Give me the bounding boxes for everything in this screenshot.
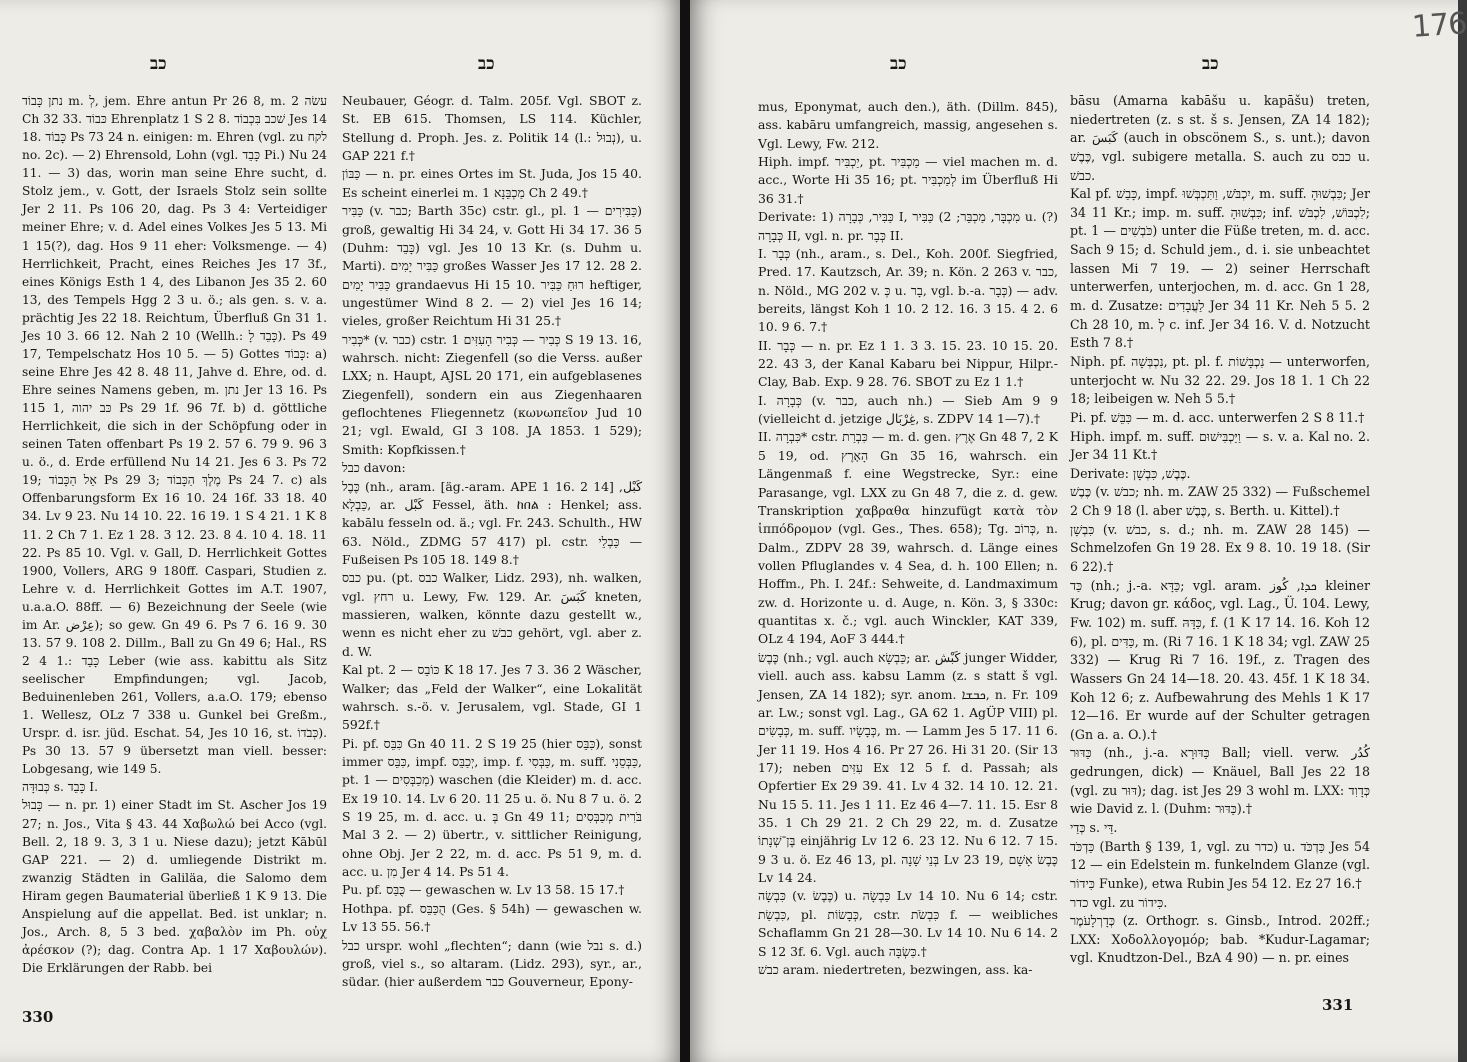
- left-page-number: 330: [22, 1008, 54, 1026]
- entry-paragraph: Hothpa. pf. הֻכַּבֵּס (Ges. § 54h) — gewaschen w. Lv 13 55. 56.†: [342, 900, 643, 935]
- left-page-column-1: [22, 92, 327, 977]
- entry-paragraph: I. כְּבָרָה (v. כבר, auch nh.) — Sieb Am 9 9 (vielleicht d. jetzige غِرْبَال, s. ZDPV 14 1—7).†: [758, 392, 1058, 427]
- entry-paragraph: Derivate: 1) כַּבִּיר, כְּבָרָה I, מִכְבָּר, מַכְבֵּר; 2) כַּבִּיר u. (?) כְּבָרָה II, vgl. n. pr. כְּבָר II.: [758, 209, 1059, 243]
- entry-paragraph: כבל davon:: [342, 460, 406, 476]
- entry-paragraph: כְּדַי s. דַּי.: [1070, 819, 1118, 835]
- entry-paragraph: כְּבוּדָּה s. כָּבֵד I.: [22, 780, 98, 795]
- entry-paragraph: Pi. pf. כִּבֵּס Gn 40 11. 2 S 19 25 (hier כִּבֵּס), sonst immer כִּבֵּס, impf. יְכַבֵּס, imp. f. כַּבְּסִי, m. suff. כַּבְּסֵנִי, pt. מְכַבְּסִים — 1) waschen (die Kleider) m. d. acc. Ex 19 10. 14. Lv 6 20. 11 25 u. ö. Nu 8 7 u. ö. 2 S 19 25, m. d. acc. u. בְּ Gn 49 11; בֹּרִית מְכַבְּסִים Mal 3 2. — 2) übertr., v. sittlicher Reinigung, ohne Obj. Jer 2 22, m. d. acc. Ps 51 9, m. d. acc. u. מִן Jer 4 14. Ps 51 4.: [342, 735, 642, 880]
- entry-paragraph: כָּבוּל — n. pr. 1) einer Stadt im St. Ascher Jos 19 27; n. Jos., Vita § 43. 44 Χαβωλώ bei Acco (vgl. Bell. 2, 18 9. 3, 3 1 u. Niese dazu); jetzt Kābūl GAP 221. — 2) d. umliegende Distrikt m. zwanzig Städten in Galiläa, die Salomo dem Hiram gegen Baumaterial überließ 1 K 9 13. Die Anspielung auf die appellat. Bed. ist unklar; n. Jos., Arch. 8, 5 3 bed. χαβαλὸν im Ph. οὐχ ἀρέσκον (?); dag. Contra Ap. 1 17 Χαβουλών). Die Erklärungen der Rabb. bei: [22, 798, 327, 975]
- entry-paragraph: כבשׁ aram. niedertreten, bezwingen, ass. ka-: [758, 961, 1033, 977]
- entry-paragraph: נתן כָּבוֹד m. לְ, jem. Ehre antun Pr 26 8, m. עשׂה 2 Ch 32 33. כּבוֹד Ehrenplatz 1 S 2 8. שׁכב בִּכְבוֹד Jes 14 18. כָּבוֹד Ps 73 24 n. einigen: m. Ehren (vgl. zu לקח no. 2c). — 2) Ehrensold, Lohn (vgl. כָּבֵד Pi.) Nu 24 11. — 3) das, worin man seine Ehre sucht, d. Stolz jem., v. Gott, der Israels Stolz sein sollte Jer 2 11. Ps 106 20, dag. Ps 3 4: Verteidiger meiner Ehre; v. d. Adel eines Volkes Jes 5 13. Mi 1 15(?), dag. Hos 9 11 eher: Volksmenge. — 4) Herrlichkeit, Pracht, eines Reiches Jes 17 3f., eines Königs Esth 1 4, des Libanon Jes 35 2. 60 13, des Tempels Hgg 2 3 u. ö.; als gen. s. v. a. prächtig Jes 22 18. Reichtum, Überfluß Gn 31 1. Jes 10 3. 66 12. Nah 2 10 (Wellh.: כָּבֵד לָ). Ps 49 17, Tempelschatz Hos 10 5. — 5) Gottes כָּבוֹד: a) seine Ehre Jes 42 8. 48 11, Jahve d. Ehre, od. d. Ehre seines Namens geben, m. נתן Jer 13 16. Ps 115 1, כּב יהוה Ps 29 1f. 96 7f. b) d. göttliche Herrlichkeit, die sich in der Schöpfung oder in seinen Taten offenbart Ps 19 2. 57 6. 79 9. 96 3 u. ö., d. Erde erfüllend Nu 14 21. Jes 6 3. Ps 72 19; אֵל הַכָּבוֹד Ps 29 3; מֶלֶךְ הַכָּבוֹד Ps 24 7. c) als Offenbarungsform Ex 16 10. 24 16f. 33 18. 40 34. Lv 9 23. Nu 14 10. 22. 16 19. 1 S 4 21. 1 K 8 11. 2 Ch 7 1. Ez 1 28. 3 12. 23. 8 4. 10 4. 18. 11 22. Ps 85 10. Vgl. v. Gall, D. Herrlichkeit Gottes 1900, Vollers, ARG 9 180ff. Caspari, Studien z. Lehre v. d. Herrlichkeit Gottes im A.T. 1907, u.a.a.O. 88ff. — 6) Bezeichnung der Seele (wie im Ar. عِرْض); so gew. Gn 49 6. Ps 7 6. 16 9. 30 13. 57 9. 108 2. Dillm., Ball zu Gn 49 6; Hal., RS 2 4 1.: כָּבֵד Leber (wie ass. kabittu als Sitz seelischer Empfindungen; vgl. Jacob, Beduinenleben 261, Vollers, a.a.O. 179; ebenso 1. Wellesz, OLz 7 338 u. Gunkel bei Greßm., Urspr. d. isr. jüd. Eschat. 54, Jes 10 16, st. כְּבֹדוֹ). Ps 30 13. 57 9 übersetzt man viell. besser: Lobgesang, wie 149 5.: [22, 94, 328, 777]
- left-page-header-left: כב: [150, 54, 167, 74]
- entry-paragraph: Derivate: כֶּבֶשׁ, כִּבְשָׁן.: [1070, 465, 1191, 481]
- entry-paragraph: II. כְּבָר — n. pr. Ez 1 1. 3 3. 15. 23. 10 15. 20. 22. 43 3, der Kanal Kabaru bei Nippur, Hilpr.-Clay, Bab. Exp. 9 28. 76. SBOT zu Ez 1 1.†: [758, 337, 1059, 390]
- entry-paragraph: mus, Eponymat, auch den.), äth. (Dillm. 845), ass. kabāru umfangreich, massig, angesehen s. Vgl. Lewy, Fw. 212.: [758, 99, 1058, 151]
- entry-paragraph: Hiph. impf. יַכְבִּיר, pt. מַכְבִּיר — viel machen m. d. acc., Worte Hi 35 16; pt. לְמַכְבִּיר im Überfluß Hi 36 31.†: [758, 154, 1058, 206]
- entry-paragraph: כִּבְשָׁן (v. כבשׁ, s. d.; nh. m. ZAW 28 145) — Schmelzofen Gn 19 28. Ex 9 8. 10. 19 18. (Sir 6 22).†: [1070, 521, 1371, 575]
- entry-paragraph: bāsu (Amarna kabāšu u. kapāšu) treten, niedertreten (z. s st. š s. Jensen, ZA 14 182); ar. كَبَسَ (auch in obscönem S., s. unt.); davon כֶּבֶשׁ, vgl. subigere metalla. S. auch zu כבס u. כבשׁ.: [1070, 93, 1370, 183]
- entry-paragraph: I. כְּבָר (nh., aram., s. Del., Koh. 200f. Siegfried, Pred. 17. Kautzsch, Ar. 39; n. Kön. 2 263 v. כבר, n. Nöld., MG 202 v. כְּ u. בָר, vgl. b.-a. כְּבָר) — adv. bereits, längst Koh 1 10. 2 12. 16. 3 15. 4 2. 6 10. 9 6. 7.†: [758, 245, 1059, 335]
- left-page-column-2: [342, 92, 642, 992]
- right-page-column-2: [1070, 92, 1370, 968]
- right-page: [690, 0, 1467, 1062]
- entry-paragraph: Kal pt. כּוֹבֵס — 2 K 18 17. Jes 7 3. 36 2 Wäscher, Walker; das „Feld der Walker“, eine Lokalität wahrsch. s.-ö. v. Jerusalem, vgl. Stade, GI 1 592f.†: [342, 662, 642, 733]
- entry-paragraph: כִּבְשָׂה (v. כֶּבֶשׂ) u. כַּבְשָׂה Lv 14 10. Nu 6 14; cstr. כִּבְשַׂת, pl. כְּבָשׂוֹת, cstr. כִּבְשֹׂת f. — weibliches Schaflamm Gn 21 28—30. Lv 14 10. Nu 6 14. 2 S 12 3f. 6. Vgl. auch כִּשְׂבָּה.†: [758, 888, 1058, 959]
- right-page-number: 331: [1322, 996, 1354, 1014]
- entry-paragraph: כֶּבֶשׂ (nh.; vgl. auch כַּבְשָׂא; ar. كَبْش junger Widder, viell. auch ass. kabsu Lamm (z. s statt š vgl. Jensen, ZA 14 182); syr. anom. ܟܒܫܐ, n. Fr. 109 ar. Lw.; sonst vgl. Lag., GA 62 1. AgÜP VIII) pl. כְּבָשִׂים, m. suff. כְּבָשָׂיו, m. — Lamm Jes 5 17. 11 6. Jer 11 19. Hos 4 16. Pr 27 26. Hi 31 20. (Sir 13 17); neben עִזִּים Ex 12 5 f. d. Passah; als Opfertier Ex 29 39. 41. Lv 4 32. 14 10. 12. 21. Nu 15 5. 11. Jes 1 11. Ez 46 4—7. 11. 15. Esr 8 35. 1 Ch 29 21. 2 Ch 29 22, m. d. Zusatze בֶּן־שְׁנָתוֹ einjährig Lv 12 6. 23 12. Nu 6 12. 7 15. 9 3 u. ö. Ez 46 13, pl. בְּנֵי שָׁנָה Lv 23 19, כֶּבֶשׂ אָשָׁם Lv 14 24.: [758, 649, 1058, 886]
- entry-paragraph: Pi. pf. כִּבֵּשׁ — m. d. acc. unterwerfen 2 S 8 11.†: [1070, 409, 1365, 425]
- handwritten-note: 176: [1410, 6, 1467, 45]
- entry-paragraph: כַּד (nh.; j.-a. כַּדָּא; vgl. aram. ܟܕܐ, كُوز kleiner Krug; davon gr. κάδος, vgl. Lag., Ü. 104. Lewy, Fw. 102) m. suff. כַּדָּהּ, f. (1 K 17 14. 16. Koh 12 6), pl. כַּדִּים, m. (Ri 7 16. 1 K 18 34; vgl. ZAW 25 332) — Krug Ri 7 16. 19f., z. Tragen des Wassers Gn 24 14—18. 20. 43. 45f. 1 K 18 34. Koh 12 6; z. Aufbewahrung des Mehls 1 K 17 12—16. Er wurde auf der Schulter getragen (Gn a. a. O.).†: [1070, 577, 1370, 742]
- entry-paragraph: Hiph. impf. m. suff. וַיַּכְבִּישׁוּם — s. v. a. Kal no. 2. Jer 34 11 Kt.†: [1070, 428, 1371, 463]
- entry-paragraph: כַּדְכֹּד (Barth § 139, 1, vgl. zu כדר) u. כַּדְכֹּד Jes 54 12 — ein Edelstein m. funkelndem Glanze (vgl. כִּידוֹר Funke), etwa Rubin Jes 54 12. Ez 27 16.†: [1070, 838, 1370, 891]
- right-page-column-1: [758, 98, 1058, 979]
- entry-paragraph: Neubauer, Géogr. d. Talm. 205f. Vgl. SBOT z. St. EB 615. Thomsen, LS 114. Küchler, Stellung d. Proph. Jes. z. Politik 14 (l.: נְבוּל), u. GAP 221 f.†: [342, 93, 642, 164]
- entry-paragraph: כַּדּוּר (nh., j.-a. כַּדּוּרָא Ball; viell. verw. كُدُر gedrungen, dick) — Knäuel, Ball Jes 22 18 (vgl. zu דּוּר); dag. ist Jes 29 3 wohl m. LXX: כְּדָוִד wie David z. l. (Duhm: כַּדּוּר).†: [1070, 745, 1371, 817]
- entry-paragraph: כְּבִיר* (v. כבר) cstr. כְּבִיר — כְּבִיר הָעִזִּים 1 S 19 13. 16, wahrsch. nicht: Ziegenfell (so die Verss. außer LXX; n. Haupt, AJSL 20 171, ein aufgeblasenes Ziegenfell), sondern ein aus Ziegenhaaren geflochtenes Fliegennetz (κωνωπεῖον Jud 10 21; vgl. Ewald, GI 3 108. JA 1853. 1 529); Smith: Kopfkissen.†: [342, 331, 642, 457]
- entry-paragraph: כַּבִּיר (v. כבר; Barth 35c) cstr. gl., pl. כַּבִּירִים — 1) groß, gewaltig Hi 34 24, v. Gott Hi 34 17. 36 5 (Duhm: כָּבֵד) vgl. Jes 10 13 Kr. (s. Duhm u. Marti). כַּבִּיר יָמִים großes Wasser Jes 17 12. 28 2. כַּבִּיר יָמִים grandaevus Hi 15 10. רוּחַ כַּבִּיר heftiger, ungestümer Wind 8 2. — 2) viel Jes 16 14; vieles, großer Reichtum Hi 31 25.†: [342, 203, 642, 329]
- entry-paragraph: Kal pf. כָּבַשׁ, impf. יִכְבֹּשׁ, וַתִּכְבְּשׁוּ, m. suff. כִּבְשׁוּהָ; Jer 34 11 Kr.; imp. m. suff. כִּבְשׁוּהָ; inf. לִכְבּוֹשׁ, לִכְבֹּשׁ; pt. כֹּבְשִׁים — 1) unter die Füße treten, m. d. acc. Sach 9 15; d. Schuld jem., d. i. sie unbeachtet lassen Mi 7 19. — 2) seiner Herrschaft unterwerfen, unterjochen, m. d. acc. Gn 1 28, m. d. Zusatze: לַעֲבָדִים Jer 34 11 Kr. Neh 5 5. 2 Ch 28 10, m. לְ c. inf. Jer 34 16. V. d. Notzucht Esth 7 8.†: [1070, 186, 1370, 351]
- entry-paragraph: כֶּבֶשׁ (v. כבשׁ; nh. m. ZAW 25 332) — Fußschemel 2 Ch 9 18 (l. aber כֶּבֶשׁ, s. Berth. u. Kittel).†: [1070, 484, 1370, 519]
- entry-paragraph: Pu. pf. כֻּבַּס — gewaschen w. Lv 13 58. 15 17.†: [342, 882, 625, 898]
- right-page-header-left: כב: [890, 54, 907, 74]
- entry-paragraph: כַּבּוֹן — n. pr. eines Ortes im St. Juda, Jos 15 40. Es scheint einerlei m. מַכְבֵּנָא 1 Ch 2 49.†: [342, 166, 642, 200]
- left-page-header-right: כב: [478, 54, 495, 74]
- entry-paragraph: כֶּבֶל (nh., aram. [äg.-aram. APE 1 16. 2 14] كَبْل, כַּבְלָא, ar. كَبْل Fessel, äth. ከበል : Henkel; ass. kabālu fesseln od. ä.; vgl. Fr. 243. Schulth., HW 63. Nöld., ZDMG 57 417) pl. cstr. כַּבְלֵי — Fußeisen Ps 105 18. 149 8.†: [342, 478, 643, 567]
- entry-paragraph: כְּדָרְלָעֹמֶר (z. Orthogr. s. Ginsb., Introd. 202ff.; LXX: Χοδολλογομόρ; bab. *Kudur-Lagamar; vgl. Knudtzon-Del., BzA 4 90) — n. pr. eines: [1070, 913, 1370, 966]
- entry-paragraph: כדר vgl. zu כִּידוֹר.: [1070, 894, 1168, 910]
- entry-paragraph: כבל urspr. wohl „flechten“; dann (wie נבל s. d.) groß, viel s., so altaram. (Lidz. 293), syr., ar., südar. (hier außerdem כבר Gouverneur, Epony-: [342, 937, 642, 990]
- right-page-header-right: כב: [1202, 54, 1219, 74]
- entry-paragraph: II. כִּבְרָה* cstr. כִּבְרַת — m. d. gen. אֶרֶץ Gn 48 7, 2 K 5 19, od. הָאָרֶץ Gn 35 16, wahrsch. ein Längenmaß f. eine Wegstrecke, Syr.: eine Parasange, vgl. LXX zu Gn 48 7, die z. d. gew. Transkription χαβραθα hinzufügt κατὰ τὸν ἱππόδρομον (vgl. Ges., Thes. 658); Tg. כְּרוֹב, n. Dalm., ZDPV 28 39, wahrsch. d. Länge eines vollen Pfluglandes v. 4 Sea, d. h. 100 Ellen; n. Hoffm., Ph. I. 24f.: Sehweite, d. Landmaximum zw. d. Horizonte u. d. Auge, n. Kön. 3, § 330c: quantitas x. č.; vgl. auch Winckler, KAT 339, OLz 4 194, AoF 3 444.†: [758, 429, 1058, 647]
- entry-paragraph: Niph. pf. נִכְבְּשָׁה, pt. pl. f. נִכְבָּשׁוֹת — unterworfen, unterjocht w. Nu 32 22. 29. Jos 18 1. 1 Ch 22 18; leibeigen w. Neh 5 5.†: [1070, 353, 1370, 407]
- left-page: [0, 0, 682, 1062]
- entry-paragraph: כבס pu. (pt. כבס Walker, Lidz. 293), nh. walken, vgl. רחץ u. Lewy, Fw. 129. Ar. كَبَسَ kneten, massieren, walken, könnte dazu gestellt w., wenn es nicht eher zu כבשׁ gehört, vgl. aber z. d. W.: [342, 570, 642, 659]
